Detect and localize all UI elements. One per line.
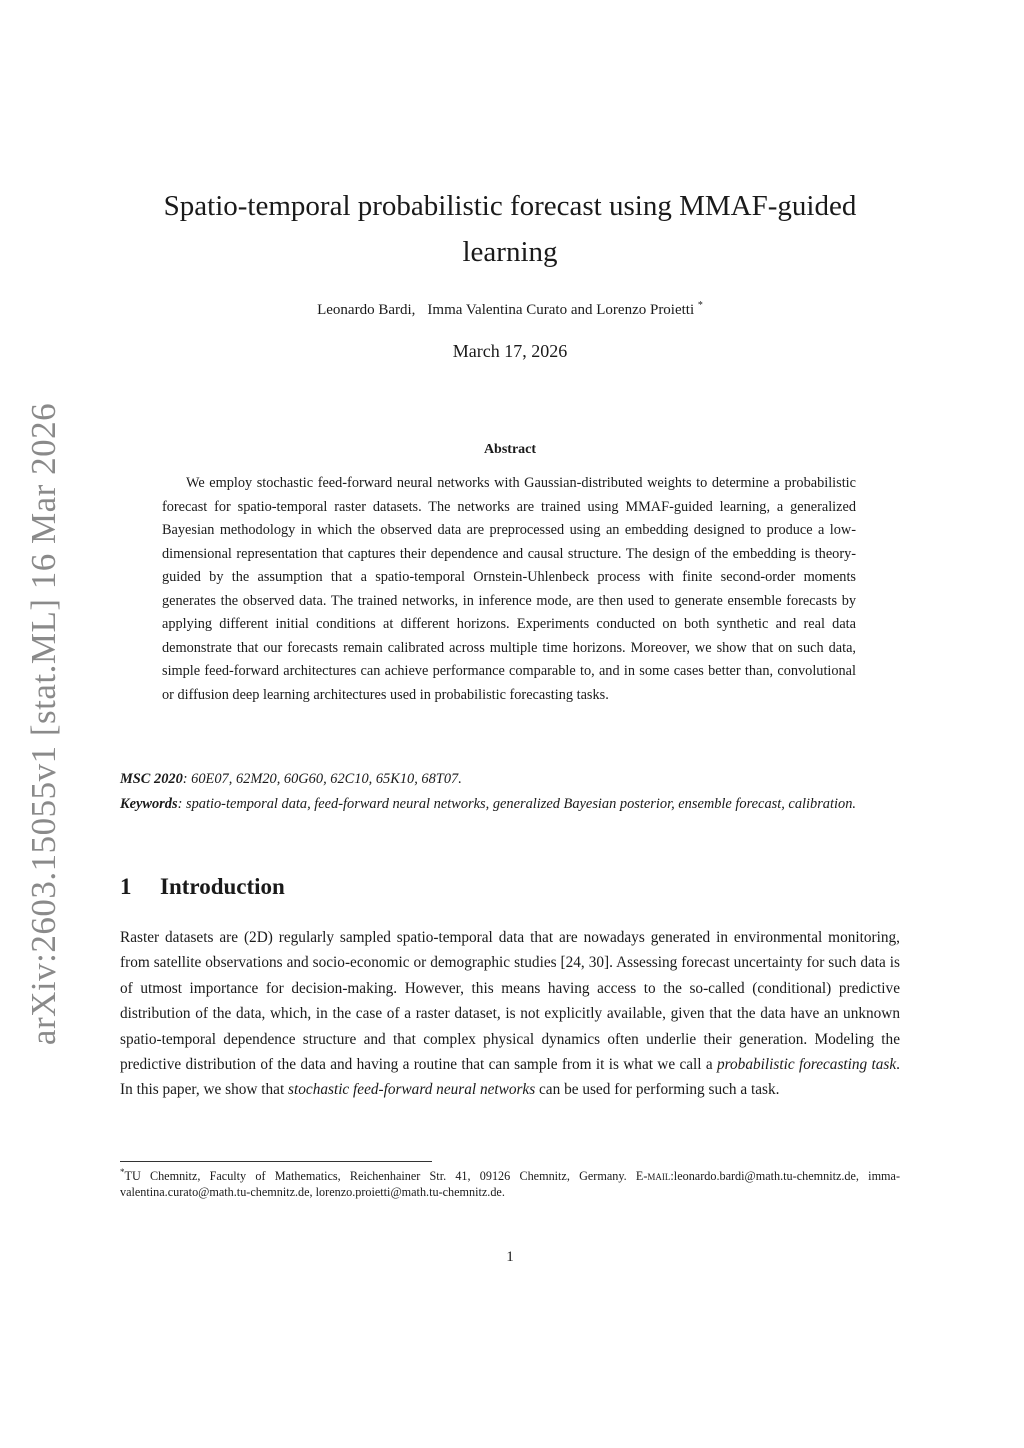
footnote-emails: :leonardo.bardi@math.tu-chemnitz.de, imma-valentina.curato@math.tu-chemnitz.de, lorenzo.proietti@math.tu-chemnitz.de. <box>120 1169 901 1200</box>
abstract-heading: Abstract <box>483 442 537 457</box>
classification-block <box>120 767 900 817</box>
abstract-text: We employ stochastic feed-forward neural networks with Gaussian-distributed weights to determine a probabilistic forecast for spatio-temporal raster datasets. The networks are trained using MMAF-guided learning, a generalized Bayesian methodology in which the observed data are preprocessed using an embedding designed to produce a low-dimensional representation that captures their dependence and causal structure. The design of the embedding is theory-guided by the assumption that a spatio-temporal Ornstein-Uhlenbeck process with finite second-order moments generates the observed data. The trained networks, in inference mode, are then used to generate ensemble forecasts by applying different initial conditions at different horizons. Experiments conducted on both synthetic and real data demonstrate that our forecasts remain calibrated across multiple time horizons. Moreover, we show that on such data, simple feed-forward architectures can achieve performance comparable to, and in some cases better than, convolutional or diffusion deep learning architectures used in probabilistic forecasting tasks. <box>162 475 856 703</box>
msc-line <box>120 767 900 792</box>
intro-emphasis: probabilistic forecasting task <box>717 1056 897 1074</box>
intro-emphasis: stochastic feed-forward neural networks <box>288 1081 536 1099</box>
msc-codes: : 60E07, 62M20, 60G60, 62C10, 65K10, 68T07. <box>182 771 462 787</box>
intro-text: . In this paper, we show that <box>120 1056 900 1099</box>
footnote-email-label: E-mail <box>635 1169 671 1184</box>
keywords-list: : spatio-temporal data, feed-forward neural networks, generalized Bayesian posterior, ensemble forecast, calibration. <box>177 796 856 812</box>
paper-date: March 17, 2026 <box>452 341 568 361</box>
intro-paragraph <box>120 925 900 1103</box>
section-heading <box>120 874 285 900</box>
page-number: 1 <box>506 1249 514 1265</box>
section-title: Introduction <box>160 874 285 899</box>
footnote-affiliation: TU Chemnitz, Faculty of Mathematics, Reichenhainer Str. 41, 09126 Chemnitz, Germany. <box>124 1169 636 1184</box>
keywords-label: Keywords <box>120 796 178 812</box>
arxiv-identifier: arXiv:2603.15055v1 [stat.ML] 16 Mar 2026 <box>24 402 63 1046</box>
author-names: Imma Valentina Curato and Lorenzo Proietti <box>427 302 695 318</box>
msc-label: MSC 2020 <box>120 771 183 787</box>
footnote-divider <box>120 1161 432 1162</box>
author-line <box>120 300 900 319</box>
section-number: 1 <box>120 874 132 899</box>
keywords-line <box>120 792 900 817</box>
author-name: Leonardo Bardi, <box>317 302 416 318</box>
footnote-marker: * <box>697 300 703 311</box>
footnote <box>120 1164 900 1200</box>
intro-text: can be used for performing such a task. <box>535 1081 780 1099</box>
footnote-mark: * <box>120 1167 125 1177</box>
paper-title: Spatio-temporal probabilistic forecast using MMAF-guided learning <box>163 190 857 268</box>
intro-text: Raster datasets are (2D) regularly sampled spatio-temporal data that are nowadays generated in environmental monitoring, from satellite observations and socio-economic or demographic studies [24, 30]. Assessing forecast uncertainty for such data is of utmost importance for decision-making. However, this means having access to the so-called (conditional) predictive distribution of the data, which, in the case of a raster dataset, is not explicitly available, given that the data have an unknown spatio-temporal dependence structure and that complex physical dynamics often underlie their generation. Modeling the predictive distribution of the data and having a routine that can sample from it is what we call a <box>120 929 900 1074</box>
